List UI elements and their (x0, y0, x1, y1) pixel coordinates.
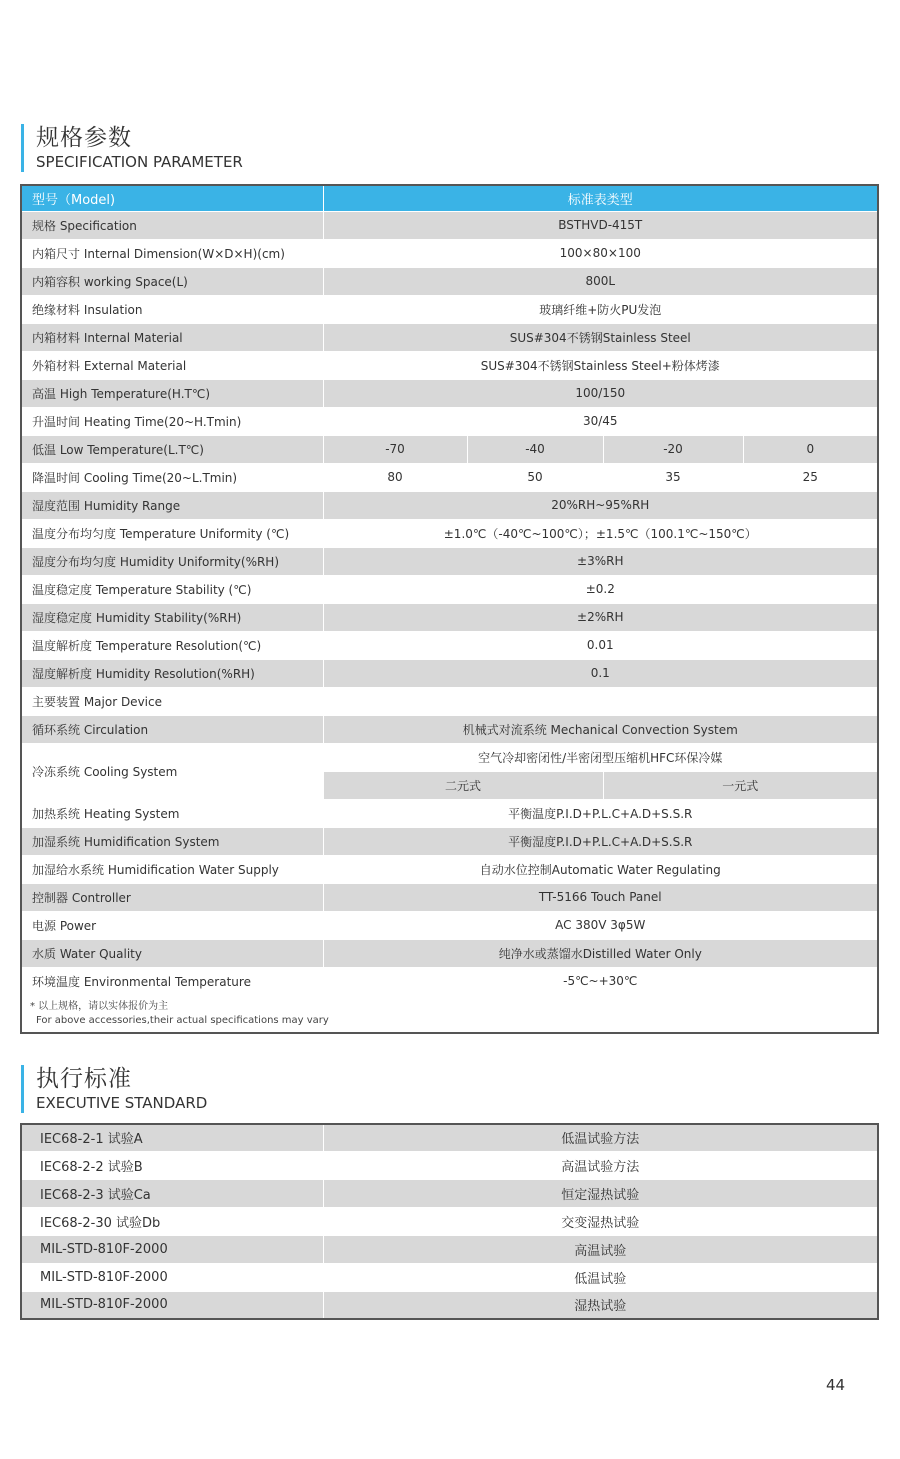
row-value: 20%RH~95%RH (323, 491, 878, 519)
standard-code: IEC68-2-2 试验B (21, 1151, 323, 1179)
table-row (21, 911, 878, 939)
row-value: ±2%RH (323, 603, 878, 631)
row-value: 100×80×100 (323, 239, 878, 267)
row-value: 平衡湿度P.I.D+P.L.C+A.D+S.S.R (323, 827, 878, 855)
row-label: 湿度范围 Humidity Range (21, 491, 323, 519)
table-row (21, 323, 878, 351)
spec-title-cn: 规格参数 (36, 125, 132, 151)
spec-section-heading (21, 124, 243, 172)
header-label: 型号（Model) (21, 185, 323, 211)
standard-test: 高温试验方法 (323, 1151, 878, 1179)
cooling-type-value: 一元式 (603, 771, 878, 799)
table-row (21, 407, 878, 435)
table-row (21, 883, 878, 911)
row-value: -5℃~+30℃ (323, 967, 878, 995)
major-device-row (21, 687, 878, 715)
row-value: 玻璃纤维+防火PU发泡 (323, 295, 878, 323)
spec-note (21, 995, 878, 1033)
standard-test: 恒定湿热试验 (323, 1179, 878, 1207)
standard-test: 交变湿热试验 (323, 1207, 878, 1235)
row-value: 机械式对流系统 Mechanical Convection System (323, 715, 878, 743)
row-value: ±1.0℃（-40℃~100℃）；±1.5℃（100.1℃~150℃） (323, 519, 878, 547)
row-label: 冷冻系统 Cooling System (21, 743, 323, 799)
cooling-time-value: 50 (467, 463, 603, 491)
row-label: 温度稳定度 Temperature Stability (℃) (21, 575, 323, 603)
table-row (21, 1235, 878, 1263)
row-value: 0.01 (323, 631, 878, 659)
table-row (21, 491, 878, 519)
row-value: 100/150 (323, 379, 878, 407)
standard-title-en: EXECUTIVE STANDARD (36, 1094, 208, 1112)
table-row (21, 1291, 878, 1319)
row-value: ±3%RH (323, 547, 878, 575)
standard-code: MIL-STD-810F-2000 (21, 1263, 323, 1291)
row-label: 内箱材料 Internal Material (21, 323, 323, 351)
standard-code: IEC68-2-30 试验Db (21, 1207, 323, 1235)
specification-table (20, 184, 879, 1034)
table-row (21, 351, 878, 379)
row-label: 温度分布均匀度 Temperature Uniformity (℃) (21, 519, 323, 547)
row-value: ±0.2 (323, 575, 878, 603)
table-row (21, 967, 878, 995)
table-row (21, 239, 878, 267)
row-label: 绝缘材料 Insulation (21, 295, 323, 323)
row-value: 30/45 (323, 407, 878, 435)
row-label: 低温 Low Temperature(L.T℃) (21, 435, 323, 463)
low-temp-value: -40 (467, 435, 603, 463)
table-header-row (21, 185, 878, 211)
row-label: 温度解析度 Temperature Resolution(℃) (21, 631, 323, 659)
row-label: 内箱尺寸 Internal Dimension(W×D×H)(cm) (21, 239, 323, 267)
note-cn: * 以上规格，请以实体报价为主 (30, 1000, 169, 1012)
executive-standard-table (20, 1123, 879, 1320)
table-row (21, 1151, 878, 1179)
table-row (21, 603, 878, 631)
cooling-time-row (21, 463, 878, 491)
row-value: AC 380V 3φ5W (323, 911, 878, 939)
standard-title-cn: 执行标准 (36, 1066, 132, 1092)
row-label: 循环系统 Circulation (21, 715, 323, 743)
row-label: 水质 Water Quality (21, 939, 323, 967)
table-row (21, 1263, 878, 1291)
row-label: 加热系统 Heating System (21, 799, 323, 827)
table-row (21, 1124, 878, 1151)
table-row (21, 519, 878, 547)
row-value: 自动水位控制Automatic Water Regulating (323, 855, 878, 883)
low-temp-value: -20 (603, 435, 743, 463)
row-value: SUS#304不锈钢Stainless Steel+粉体烤漆 (323, 351, 878, 379)
note-en: For above accessories,their actual specifications may vary (36, 1014, 329, 1026)
row-label: 环境温度 Environmental Temperature (21, 967, 323, 995)
table-row (21, 547, 878, 575)
standard-test: 湿热试验 (323, 1291, 878, 1319)
table-row (21, 1179, 878, 1207)
cooling-system-row (21, 743, 878, 771)
standard-test: 低温试验 (323, 1263, 878, 1291)
cooling-type-value: 二元式 (323, 771, 603, 799)
row-value: 空气冷却密闭性/半密闭型压缩机HFC环保冷媒 (323, 743, 878, 771)
standard-test: 低温试验方法 (323, 1124, 878, 1151)
row-label: 降温时间 Cooling Time(20~L.Tmin) (21, 463, 323, 491)
row-value (323, 687, 878, 715)
row-label: 湿度分布均匀度 Humidity Uniformity(%RH) (21, 547, 323, 575)
row-value: TT-5166 Touch Panel (323, 883, 878, 911)
row-label: 主要装置 Major Device (21, 687, 323, 715)
standard-code: IEC68-2-1 试验A (21, 1124, 323, 1151)
cooling-time-value: 35 (603, 463, 743, 491)
standard-code: MIL-STD-810F-2000 (21, 1235, 323, 1263)
table-row (21, 1207, 878, 1235)
header-value: 标准表类型 (323, 185, 878, 211)
low-temp-value: 0 (743, 435, 878, 463)
table-row (21, 855, 878, 883)
row-label: 加湿系统 Humidification System (21, 827, 323, 855)
row-value: 纯净水或蒸馏水Distilled Water Only (323, 939, 878, 967)
table-row (21, 267, 878, 295)
standard-code: MIL-STD-810F-2000 (21, 1291, 323, 1319)
row-label: 高温 High Temperature(H.T℃) (21, 379, 323, 407)
row-label: 湿度稳定度 Humidity Stability(%RH) (21, 603, 323, 631)
table-row (21, 827, 878, 855)
row-value: 平衡温度P.I.D+P.L.C+A.D+S.S.R (323, 799, 878, 827)
row-label: 外箱材料 External Material (21, 351, 323, 379)
row-label: 湿度解析度 Humidity Resolution(%RH) (21, 659, 323, 687)
row-label: 电源 Power (21, 911, 323, 939)
table-row (21, 659, 878, 687)
standard-section-heading (21, 1065, 207, 1113)
table-row (21, 631, 878, 659)
circulation-row (21, 715, 878, 743)
low-temp-value: -70 (323, 435, 467, 463)
row-label: 控制器 Controller (21, 883, 323, 911)
table-row (21, 379, 878, 407)
low-temperature-row (21, 435, 878, 463)
cooling-time-value: 25 (743, 463, 878, 491)
row-label: 升温时间 Heating Time(20~H.Tmin) (21, 407, 323, 435)
standard-code: IEC68-2-3 试验Ca (21, 1179, 323, 1207)
row-label: 内箱容积 working Space(L) (21, 267, 323, 295)
note-row (21, 995, 878, 1033)
row-value: 800L (323, 267, 878, 295)
table-row (21, 295, 878, 323)
row-value: 0.1 (323, 659, 878, 687)
table-row (21, 575, 878, 603)
standard-test: 高温试验 (323, 1235, 878, 1263)
table-row (21, 939, 878, 967)
row-label: 规格 Specification (21, 211, 323, 239)
spec-title-en: SPECIFICATION PARAMETER (36, 153, 243, 171)
table-row (21, 211, 878, 239)
page-number: 44 (826, 1376, 846, 1394)
row-value: SUS#304不锈钢Stainless Steel (323, 323, 878, 351)
row-label: 加湿给水系统 Humidification Water Supply (21, 855, 323, 883)
cooling-time-value: 80 (323, 463, 467, 491)
row-value: BSTHVD-415T (323, 211, 878, 239)
table-row (21, 799, 878, 827)
